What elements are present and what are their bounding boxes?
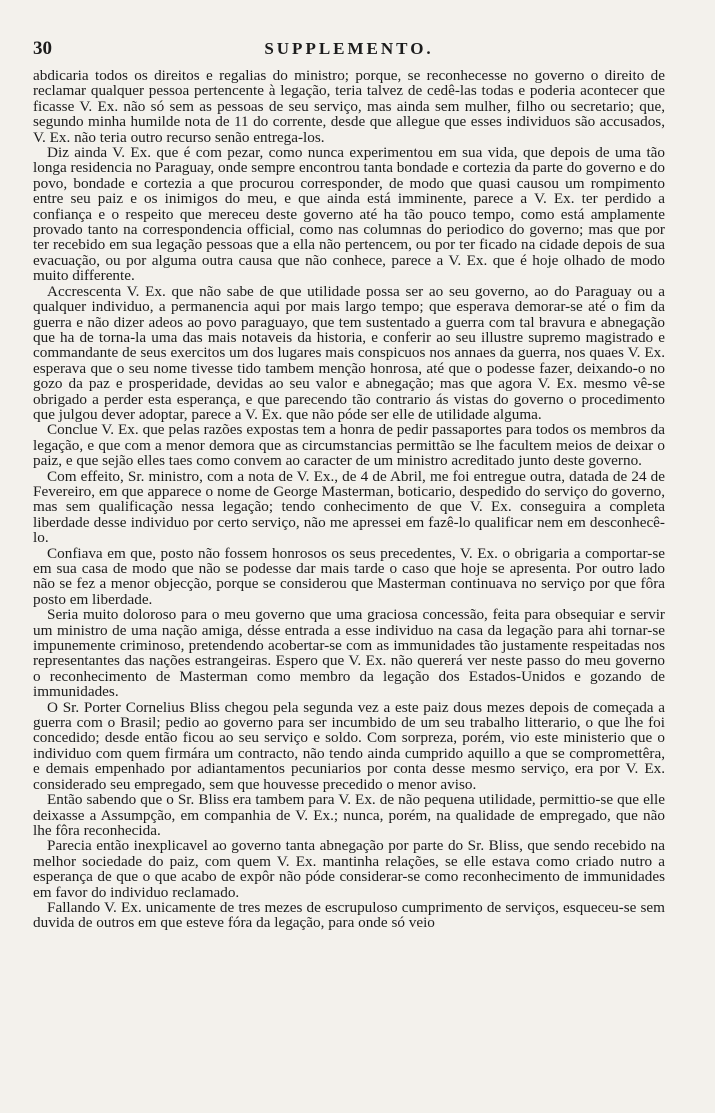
paragraph: Então sabendo que o Sr. Bliss era tambem para V. Ex. de não pequena utilidade, permittio-se que elle deixasse a Assumpção, em companhia de V. Ex.; nunca, porém, na qualidade de empregado, que não lhe fôra reconhecida. xyxy=(33,791,665,839)
body-text xyxy=(33,68,665,931)
page-header xyxy=(33,38,665,68)
paragraph: Conclue V. Ex. que pelas razões expostas tem a honra de pedir passaportes para todos os membros da legação, e que com a menor demora que as circumstancias permittão se lhe facultem meios de deixar o paiz, e que sejão elles taes como convem ao caracter de um ministro acreditado junto deste governo. xyxy=(33,421,665,470)
paragraph: Fallando V. Ex. unicamente de tres mezes de escrupuloso cumprimento de serviços, esqueceu-se sem duvida de outros em que esteve fóra da legação, para onde só veio xyxy=(33,898,665,932)
running-title: SUPPLEMENTO. xyxy=(264,39,434,58)
paragraph: Accrescenta V. Ex. que não sabe de que utilidade possa ser ao seu governo, ao do Paraguay ou a qualquer individuo, a permanencia aqui por mais largo tempo; que esperava demorar-se até o fim da guerra e não dizer adeos ao povo paraguayo, que tem sustentado a guerra com tal bravura e abnegação que ha de torna-la uma das mais notaveis da historia, e conferir ao seu illustre supremo magistrado e commandante de seus exercitos um dos lugares mais conspicuos nos annaes da guerra, nos quaes V. Ex. esperava que o seu nome tivesse tido tambem menção honrosa, até que o podesse fazer, deixando-o no gozo da paz e prosperidade, devidas ao seu valor e abnegação; mas que agora V. Ex. mesmo vê-se obrigado a perder esta esperança, e que parecendo tão contrario ás vistas do governo o procedimento que julgou dever adoptar, parece a V. Ex. que não póde ser elle de utilidade alguma. xyxy=(33,282,665,423)
paragraph: Confiava em que, posto não fossem honrosos os seus precedentes, V. Ex. o obrigaria a comportar-se em sua casa de modo que não se podesse dar mais tarde o caso que hoje se apresenta. Por outro lado não se fez a menor objecção, porque se considerou que Masterman continuava no serviço por que fôra posto em liberdade. xyxy=(33,544,665,608)
paragraph: Com effeito, Sr. ministro, com a nota de V. Ex., de 4 de Abril, me foi entregue outra, datada de 24 de Fevereiro, em que apparece o nome de George Masterman, boticario, despedido do serviço do governo, mas sem qualificação nessa legação; tendo conhecimento de que V. Ex. conseguira a completa liberdade desse individuo por certo serviço, não me apressei em fazê-lo qualificar nem em desconhecê-lo. xyxy=(33,467,665,547)
page-number: 30 xyxy=(33,38,52,59)
paragraph: Seria muito doloroso para o meu governo que uma graciosa concessão, feita para obsequiar e servir um ministro de uma nação amiga, désse entrada a esse individuo na casa da legação para ahi tornar-se impunemente criminoso, pretendendo acobertar-se com as immunidades tão justamente respeitadas nos representantes das nações estrangeiras. Espero que V. Ex. não quererá ver neste passo do meu governo o reconhecimento de Masterman como membro da legação dos Estados-Unidos e gozando de immunidades. xyxy=(33,606,665,701)
paragraph: Diz ainda V. Ex. que é com pezar, como nunca experimentou em sua vida, que depois de uma tão longa residencia no Paraguay, onde sempre encontrou tanta bondade e cortezia da parte do governo e do povo, bondade e cortezia a que procurou corresponder, de modo que quasi causou um rompimento entre seu paiz e os inimigos do meu, e que ainda está imminente, parece a V. Ex. ter perdido a confiança e o respeito que mereceu deste governo até ha tão pouco tempo, como está amplamente provado tanto na correspondencia official, como nas columnas do periodico do governo; mas que por ter recebido em sua legação pessoas que a ella não pertencem, ou por ter ficado na cidade depois de sua evacuação, ou por alguma outra causa que não conhece, parece a V. Ex. que é hoje olhado de modo muito differente. xyxy=(33,144,665,285)
paragraph: abdicaria todos os direitos e regalias do ministro; porque, se reconhecesse no governo o direito de reclamar qualquer pessoa pertencente à legação, teria talvez de cedê-las todas e poderia acontecer que ficasse V. Ex. não só sem as pessoas de seu serviço, mas ainda sem mulher, filho ou secretario; que, segundo minha humilde nota de 11 do corrente, desde que allegue que esses individuos são accusados, V. Ex. não teria outro recurso senão entrega-los. xyxy=(33,67,665,146)
paragraph: Parecia então inexplicavel ao governo tanta abnegação por parte do Sr. Bliss, que sendo recebido na melhor sociedade do paiz, com quem V. Ex. mantinha relações, se elle estava como criado nutro a esperança de que o que acabo de expôr não póde considerar-se como reconhecimento de immunidades em favor do individuo reclamado. xyxy=(33,837,665,901)
paragraph: O Sr. Porter Cornelius Bliss chegou pela segunda vez a este paiz dous mezes depois de começada a guerra com o Brasil; pedio ao governo para ser incumbido de um seu trabalho litterario, o que lhe foi concedido; desde então ficou ao seu serviço e soldo. Com sorpreza, porém, vio este ministerio que o individuo com quem firmára um contracto, não tendo ainda cumprido aquillo a que se compromettêra, e demais empenhado por adiantamentos pecuniarios por conta desse mesmo serviço, era por V. Ex. considerado seu empregado, sem que houvesse precedido o menor aviso. xyxy=(33,698,665,793)
